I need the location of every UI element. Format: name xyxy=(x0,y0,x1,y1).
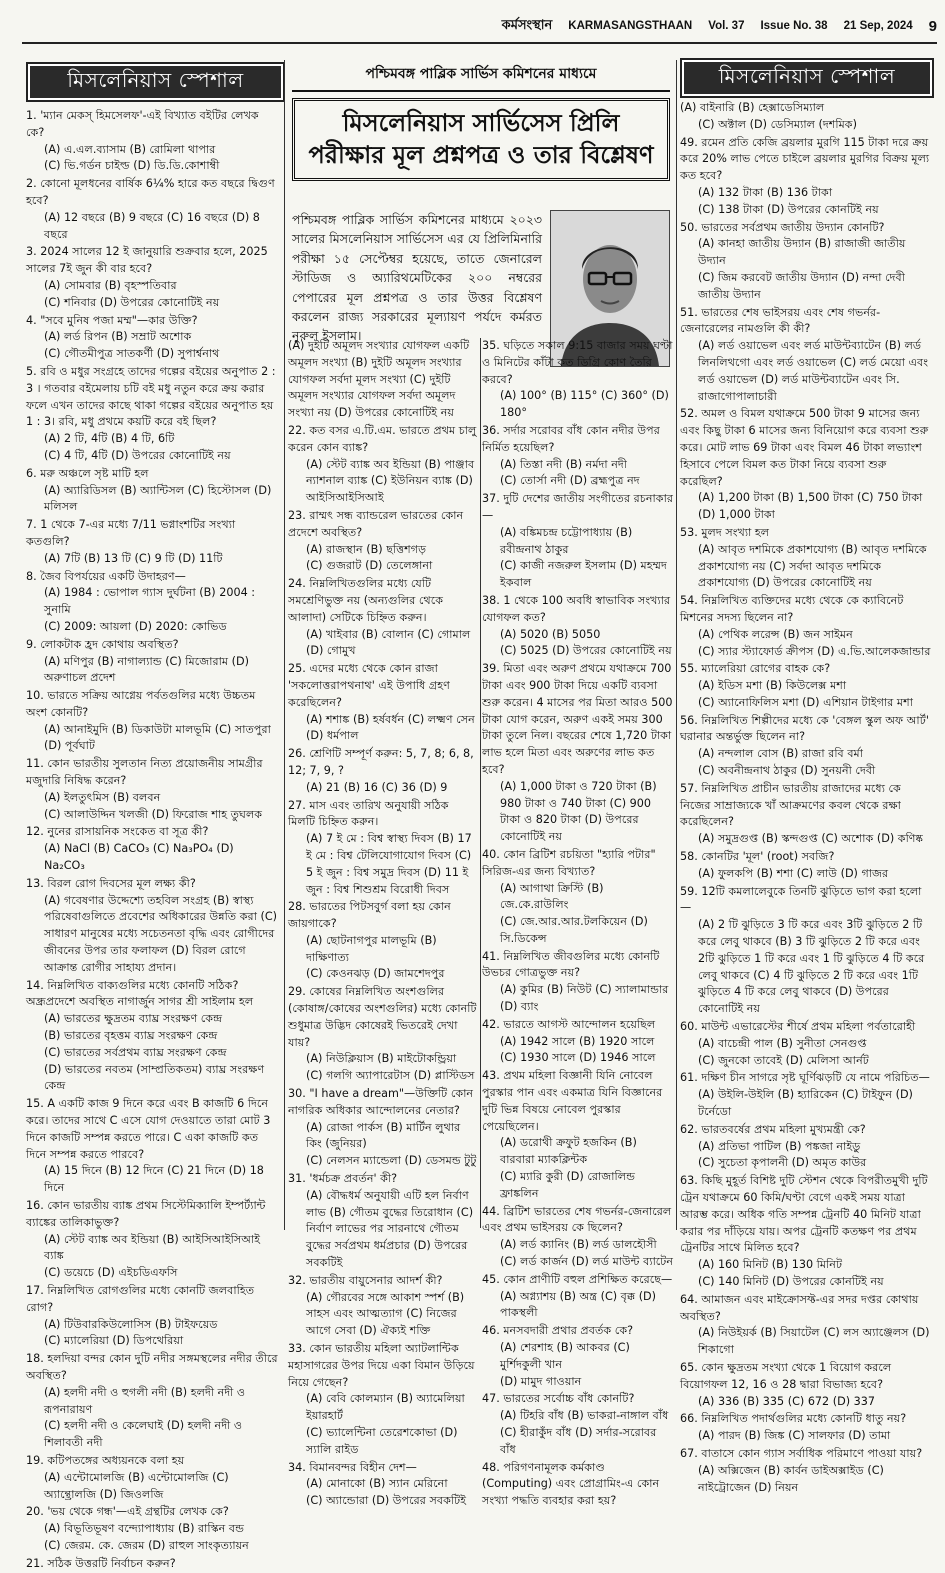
headline-kicker: পশ্চিমবঙ্গ পাব্লিক সার্ভিস কমিশনের মাধ্যমে xyxy=(292,62,670,92)
answer-options: (A) 21 (B) 16 (C) 36 (D) 9 xyxy=(306,780,448,794)
answer-options: (A) নিউইয়র্ক (B) সিয়াটেল (C) লস অ্যাঞ্জেলস (D) শিকাগো xyxy=(698,1326,930,1357)
question-text: 51. ভারতের শেষ ভাইসরয় এবং শেষ গভর্নর-জেনারেলের নামগুলি কী কী? xyxy=(680,305,881,336)
question-text: 62. ভারতবর্ষের প্রথম মহিলা মুখ্যমন্ত্রী কে? xyxy=(680,1122,866,1136)
question-item xyxy=(26,569,278,636)
page-number: 9 xyxy=(928,17,937,35)
answer-options: (A) 5020 (B) 5050 xyxy=(500,627,601,641)
question-item xyxy=(680,1070,932,1120)
question-item xyxy=(26,244,278,311)
question-item xyxy=(26,978,278,1096)
answer-options: (A) শেরশাহ (B) আকবর (C) মুর্শিদকুলী খান xyxy=(500,1341,630,1371)
column-1 xyxy=(26,108,278,1570)
answer-options: (A) 1984 : ভোপাল গ্যাস দুর্ঘটনা (B) 2004 : সুনামি xyxy=(44,586,256,617)
question-text: 64. আমাজন এবং মাইক্রোসফ্ট-এর সদর দপ্তর কোথায় অবস্থিত? xyxy=(680,1292,919,1323)
answer-options: (A) উইলি-উইলি (B) হ্যারিকেন (C) টাইফুন (D) টর্নেডো xyxy=(698,1088,913,1119)
header-rule xyxy=(22,42,937,44)
question-item xyxy=(26,1283,278,1350)
question-text: 21. সঠিক উত্তরটি নির্বাচন করুন? xyxy=(26,1556,176,1570)
question-text: 63. কিছি মুহূর্ত বিশিষ্ট দুটি স্টেশন থেকে বিপরীতমুখী দুটি ট্রেন যথাক্রমে 60 কিমি/ঘণ্টা বেগে একই সময় যাত্রা আরম্ভ করে। অধিক গতি সম্পন্ন ট্রেনটি 40 মিনিট যাত্রা করার পর দাঁড়িয়ে যায়। অপর ট্রেনটি কতক্ষণ পর প্রথম ট্রেনটির সাথে মিলিত হবে? xyxy=(680,1174,928,1255)
answer-options: (C) হীরাকুঁদ বাঁধ (D) সর্দার-সরোবর বাঁধ xyxy=(500,1426,657,1456)
question-text: 25. এদের মধ্যে থেকে কোন রাজা 'সকলোত্তরাপথনাথ' এই উপাধি গ্রহণ করেছিলেন? xyxy=(288,662,450,709)
question-text: 5. রবি ও মধুর সংগ্রহে তাদের গল্পের বইয়ের অনুপাত 2 : 3 । গতবার বইমেলায় চটি বই মধু নতুন করে ক্রয় করার ফলে এখন তাদের কাছে থাকা গল্পের বইয়ের অনুপাত হয় 1 : 3। রবি, মধু প্রথমে কয়টি করে বই ছিল? xyxy=(26,364,276,429)
answer-options: (A) 7 ই মে : বিশ্ব স্বাস্থ্য দিবস (B) 17 ই মে : বিশ্ব টেলিযোগাযোগ দিবস (C) 5 ই জুন : বিশ্ব সমুদ্র দিবস (D) 11 ই জুন : বিশ্ব শিশুশ্রম বিরোধী দিবস xyxy=(306,832,472,896)
question-item xyxy=(680,406,932,524)
answer-options: (A) টিহরি বাঁধ (B) ভাকরা-নাঙ্গাল বাঁধ xyxy=(500,1409,669,1423)
question-item xyxy=(26,1351,278,1452)
answer-options: (A) লর্ড ক্যানিং (B) লর্ড ডালহৌসী xyxy=(500,1238,657,1252)
question-text: 16. কোন ভারতীয় ব্যাঙ্ক প্রথম সিস্টেমিক্যালি ইম্পর্ট্যান্ট ব্যাঙ্কের তালিকাভুক্ত? xyxy=(26,1199,266,1229)
publication-name-english: KARMASANGSTHAAN xyxy=(568,20,693,32)
answer-options: (A) অক্সিজেন (B) কার্বন ডাইঅক্সাইড (C) নাইট্রোজেন (D) নিয়ন xyxy=(698,1463,884,1494)
answer-options: (A) 2 টি ঝুড়িতে 3 টি করে এবং 3টি ঝুড়িতে 2 টি করে লেবু থাকবে (B) 3 টি ঝুড়িতে 2 টি করে এবং 2টি ঝুড়িতে 1 টি করে এবং 1 টি ঝুড়িতে 4 টি করে লেবু থাকবে (C) 4 টি ঝুড়িতে 2 টি করে এবং 1টি ঝুড়িতে 4 টি করে লেবু থাকবে (D) উপরের কোনোটিই নয় xyxy=(698,918,925,1016)
question-item xyxy=(680,1173,932,1291)
answer-options: (C) গলগি অ্যাপারেটাস (D) প্লাস্টিডস xyxy=(306,1069,475,1083)
question-text: 56. নিম্নলিখিত শিল্পীদের মধ্যে কে 'বেঙ্গল স্কুল অফ আর্ট' ঘরানার অন্তর্ভুক্ত ছিলেন না? xyxy=(680,713,929,744)
intro-paragraph: পশ্চিমবঙ্গ পাব্লিক সার্ভিস কমিশনের মাধ্যমে ২০২৩ সালের মিসলেনিয়াস সার্ভিসেস এর যে প্রিলিমিনারি পরীক্ষা ১৫ সেপ্টেম্বর হয়েছে, তাতে জেনারেল স্টাডিজ ও অ্যারিথমেটিকের ২০০ নম্বরের পেপারের মূল প্রশ্নপত্র ও তার উত্তর বিশ্লেষণ করলেন রাজ্য সরকারের মূল্যায়ণ পর্যদে কর্মরত নুরুল ইসলাম। xyxy=(292,212,542,344)
volume-label: Vol. 37 xyxy=(708,20,745,32)
question-item xyxy=(26,176,278,243)
answer-options: (C) ভ্যালেন্টিনা তেরেশকোভা (D) স্যালি রাইড xyxy=(306,1426,458,1456)
question-text: 50. ভারতের সর্বপ্রথম জাতীয় উদ্যান কোনটি? xyxy=(680,220,885,234)
answer-options: (A) আগাথা ক্রিস্টি (B) জে.কে.রাউলিং xyxy=(500,881,604,912)
question-item xyxy=(288,1341,478,1459)
question-text: 44. ব্রিটিশ ভারতের শেষ গভর্নর-জেনারেল এবং প্রথম ভাইসরয় কে ছিলেন? xyxy=(482,1204,672,1235)
answer-options: (C) লর্ড কার্জন (D) লর্ড মাউন্ট ব্যাটেন xyxy=(500,1255,674,1269)
question-text: 65. কোন ক্ষুদ্রতম সংখ্যা থেকে 1 বিয়োগ করলে বিয়োগফল 12, 16 ও 28 দ্বারা বিভাজ্য হবে? xyxy=(680,1360,892,1391)
answer-options: (A) 160 মিনিট (B) 130 মিনিট xyxy=(698,1258,843,1272)
answer-options: (C) 2009: আয়লা (D) 2020: কোভিড xyxy=(44,619,227,633)
column-divider xyxy=(284,60,285,1230)
answer-options: (A) এন্টোমোলজি (B) এন্টোমোলজি (C) অ্যান্থ্রোলজি (D) জিওলজি xyxy=(44,1470,229,1501)
question-text: 33. কোন ভারতীয় মহিলা অ্যাটলান্টিক মহাসাগরের উপর দিয়ে একা বিমান উড়িয়ে নিয়ে গেছেন? xyxy=(288,1342,475,1389)
question-item xyxy=(26,688,278,755)
question-text: 42. ভারতে আগস্ট আন্দোলন হয়েছিল xyxy=(482,1017,656,1031)
answer-options: (A) ছোটনাগপুর মালভূমি (B) দাক্ষিণাত্য xyxy=(306,933,437,964)
question-item xyxy=(680,661,932,711)
answer-options: (A) আনাইমুদি (B) ডিকাউটা মালভূমি (C) সাতপুরা (D) পূর্বঘাট xyxy=(44,722,271,753)
answer-options: (A) টিউবারকিউলোসিস (B) টাইফয়েড xyxy=(44,1317,218,1331)
answer-options: (A) সোমবার (B) বৃহস্পতিবার xyxy=(44,278,177,292)
answer-options: (A) লর্ড ওয়াভেল এবং লর্ড মাউন্টব্যাটেন (B) লর্ড লিনলিথগো এবং লর্ড ওয়াভেল (C) লর্ড মেয়ো এবং লর্ড ওয়াভেল (D) লর্ড মাউন্টব্যাটেন এবং সি. রাজাগোপালাচারী xyxy=(698,339,929,403)
answer-options: (A) বেবি কোলম্যান (B) অ্যামেলিয়া ইয়ারহার্ট xyxy=(306,1392,465,1423)
answer-options: (C) নেলসন ম্যান্ডেলা (D) ডেসমন্ড টুটু xyxy=(306,1154,477,1168)
question-item xyxy=(680,1122,932,1172)
question-item xyxy=(680,849,932,883)
issue-date: 21 Sep, 2024 xyxy=(843,20,913,32)
answer-options: (C) গুজরাট (D) তেলেঙ্গানা xyxy=(306,559,433,573)
question-text: (A) বাইনারি (B) হেক্সাডেসিম্যাল xyxy=(680,101,825,114)
question-text: 2. কোনো মূলধনের বার্ষিক 6¼% হারে কত বছরে দ্বিগুণ হবে? xyxy=(26,177,275,207)
answer-options: (D) ভারতের নবতম (সাম্প্রতিকতম) ব্যাঘ্র সংরক্ষণ কেন্দ্র xyxy=(44,1062,265,1093)
answer-options: (A) গৌরবের সঙ্গে আকাশ স্পর্শ (B) সাহস এবং আত্মত্যাগ (C) নিজের আগে সেবা (D) ঐক্যই শক্তি xyxy=(306,1290,465,1338)
question-item xyxy=(680,593,932,660)
question-text: 22. কত বসর এ.টি.এম. ভারতে প্রথম চালু করেন কোন ব্যাঙ্ক? xyxy=(288,423,477,454)
issue-label: Issue No. 38 xyxy=(760,20,828,32)
question-item xyxy=(288,746,478,796)
question-item xyxy=(680,1292,932,1359)
question-item xyxy=(26,1096,278,1197)
answer-options: (C) 138 টাকা (D) উপরের কোনটিই নয় xyxy=(698,202,879,216)
question-item xyxy=(26,313,278,363)
answer-options: (C) কাজী নজরুল ইসলাম (D) মহম্মদ ইকবাল xyxy=(500,559,667,590)
question-text: 40. কোন ব্রিটিশ রচয়িতা "হ্যারি পটার" সিরিজ-এর জন্য বিখ্যাত? xyxy=(482,847,656,878)
answer-options: (A) তিস্তা নদী (B) নর্মদা নদী xyxy=(500,457,627,471)
answer-options: (A) নন্দলাল বোস (B) রাজা রবি বর্মা xyxy=(698,747,864,761)
answer-options: (C) ভি.গর্ডন চাইল্ড (D) ডি.ডি.কোশাম্বী xyxy=(44,159,220,173)
question-item xyxy=(482,1068,674,1202)
question-item xyxy=(680,305,932,406)
answer-options: (A) 12 বছরে (B) 9 বছরে (C) 16 বছরে (D) 8 বছরে xyxy=(44,210,260,241)
question-text: 38. 1 থেকে 100 অবধি স্বাভাবিক সংখ্যার যোগফল কত? xyxy=(482,593,671,624)
answer-options: (A) 15 দিনে (B) 12 দিনে (C) 21 দিনে (D) 18 দিনে xyxy=(44,1164,264,1195)
question-item xyxy=(288,1273,478,1340)
question-text: 9. লোকটাক হ্রদ কোথায় অবস্থিত? xyxy=(26,637,179,651)
question-item xyxy=(288,984,478,1085)
answer-options: (C) তোর্সা নদী (D) ব্রহ্মপুত্র নদ xyxy=(500,474,640,488)
answer-options: (A) প্রতিভা পাটিল (B) পঙ্কজা নাইডু xyxy=(698,1139,861,1153)
question-item xyxy=(482,661,674,846)
section-banner-left: মিসলেনিয়াস স্পেশাল xyxy=(26,62,285,102)
answer-options: (A) NaCl (B) CaCO₃ (C) Na₃PO₄ (D) Na₂CO₃ xyxy=(44,842,234,873)
question-item xyxy=(680,781,932,848)
answer-options: (A) পেথিক লরেন্স (B) জন সাইমন xyxy=(698,627,853,641)
section-banner-right: মিসলেনিয়াস স্পেশাল xyxy=(680,58,934,98)
answer-options: (A) অ্যারিডিসল (B) অ্যান্টিসল (C) হিস্টোসল (D) মলিসল xyxy=(44,483,272,514)
question-item xyxy=(288,661,478,745)
answer-options: (A) ইলতুৎমিস (B) বলবন xyxy=(44,790,161,804)
question-text: 15. A একটি কাজ 9 দিনে করে এবং B কাজটি 6 দিনে করে। তাদের সাথে C এসে যোগ দেওয়াতে তারা মোট 3 দিনে কাজটি সম্পন্ন করতে পারে। C একা কাজটি কত দিনে সম্পন্ন করতে পারবে? xyxy=(26,1097,271,1161)
answer-options: (C) অ্যানোফিলিস মশা (D) এশিয়ান টাইগার মশা xyxy=(698,695,914,709)
question-text: 11. কোন ভারতীয় সুলতান নিত্য প্রয়োজনীয় সামগ্রীর মজুদারি নিষিদ্ধ করেন? xyxy=(26,757,263,788)
question-text: 31. 'ধর্মচক্র প্রবর্তন' কী? xyxy=(288,1172,398,1186)
question-text: 43. প্রথম মহিলা বিজ্ঞানী যিনি নোবেল পুরস্কার পান এবং একমাত্র যিনি বিজ্ঞানের দুটি ভিন্ন বিষয়ে নোবেল পুরস্কার পেয়েছিলেন। xyxy=(482,1069,663,1133)
question-item xyxy=(680,1360,932,1410)
answer-options: (A) 7টি (B) 13 টি (C) 9 টি (D) 11টি xyxy=(44,551,223,565)
question-item xyxy=(26,1556,278,1573)
answer-options: (A) ফুলকপি (B) শশা (C) লাউ (D) গাজর xyxy=(698,866,889,880)
question-item xyxy=(680,884,932,1018)
question-item xyxy=(26,1453,278,1503)
question-item xyxy=(680,1446,932,1496)
question-item xyxy=(680,713,932,780)
answer-options: (A) আবৃত দশমিকে প্রকাশযোগ্য (B) আবৃত দশমিকে প্রকাশযোগ্য নয় (C) সর্বদা আবৃত দশমিকে প্রকাশযোগ্য (D) উপরের কোনোটিই নয় xyxy=(698,542,927,590)
question-text: 37. দুটি দেশের জাতীয় সংগীতের রচনাকার— xyxy=(482,492,673,522)
question-text: 10. ভারতে সক্রিয় আগ্নেয় পর্বতগুলির মধ্যে উচ্চতম অংশ কোনটি? xyxy=(26,689,256,719)
answer-options: (A) নিউক্লিয়াস (B) মাইটোকন্ড্রিয়া xyxy=(306,1052,457,1066)
question-item xyxy=(482,593,674,660)
question-text: (A) দুইটি অমূলদ সংখ্যার যোগফল একটি অমূলদ সংখ্যা (B) দুইটি অমূলদ সংখ্যার যোগফল সর্বদা মূলদ সংখ্যা (C) দুইটি অমূলদ সংখ্যার যোগফল সর্বদা অমূলদ সংখ্যা নয় (D) উপরের কোনোটিই নয় xyxy=(288,339,470,420)
question-item xyxy=(680,135,932,219)
question-text: 32. ভারতীয় বায়ুসেনার আদর্শ কী? xyxy=(288,1273,443,1287)
question-text: 23. রাম্মৎ সন্ধ ব্যান্ডরেল ভারতের কোন প্রদেশে অবস্থিত? xyxy=(288,508,464,539)
question-text: 49. রমেন প্রতি কেজি ব্রয়লার মুরগি 115 টাকা দরে ক্রয় করে 20% লাভ পেতে চাইলে ব্রয়লার মুরগির বিক্রয় মূল্য কত হবে? xyxy=(680,135,930,183)
answer-options: (A) 336 (B) 335 (C) 672 (D) 337 xyxy=(698,1394,875,1408)
question-text: 17. নিম্নলিখিত রোগগুলির মধ্যে কোনটি জলবাহিত রোগ? xyxy=(26,1283,255,1314)
question-item xyxy=(680,220,932,304)
answer-options: (A) খাইবার (B) বোলান (C) গোমাল (D) গোমুখ xyxy=(306,627,471,658)
answer-options: (A) মোনাকো (B) স্যান মেরিনো xyxy=(306,1477,448,1491)
question-text: 52. অমল ও বিমল যথাক্রমে 500 টাকা 9 মাসের জন্য এবং কিছু টাকা 6 মাসের জন্য বিনিয়োগ করে ব্যবসা শুরু করে। মোট লাভ 69 টাকা এবং বিমল 46 টাকা লভ্যাংশ হিসাবে পেলে বিমল কত টাকা নিয়ে ব্যবসা শুরু করেছিল? xyxy=(680,407,929,488)
answer-options: (C) গৌতমীপুত্র সাতকর্ণী (D) সুপার্শ্বনাথ xyxy=(44,347,220,361)
answer-options: (A) স্টেট ব্যাঙ্ক অব ইন্ডিয়া (B) আইসিআইসিআই ব্যাঙ্ক xyxy=(44,1232,261,1263)
question-item xyxy=(680,525,932,592)
question-text: 24. নিম্নলিখিতগুলির মধ্যে যেটি সমশ্রেণিভুক্ত নয় (অন্যগুলির থেকে আলাদা) সেটিকে চিহ্নিত করুন। xyxy=(288,577,444,624)
question-text: 7. 1 থেকে 7-এর মধ্যে 7/11 ভগ্নাংশটির সংখ্যা কতগুলি? xyxy=(26,518,236,548)
question-item xyxy=(288,1086,478,1170)
question-text: 29. কোষের নিম্নলিখিত অংশগুলির (কোষাঙ্গ/কোষের অংশগুলির) মধ্যে কোনটি শুধুমাত্র উদ্ভিদ কোষেরই ভিতরেই দেখা যায়? xyxy=(288,985,477,1049)
question-text: 53. মুলদ সংখ্যা হল xyxy=(680,525,770,539)
answer-options: (A) কানহা জাতীয় উদ্যান (B) রাজাজী জাতীয় উদ্যান xyxy=(698,237,906,268)
question-text: 54. নিম্নলিখিত ব্যক্তিদের মধ্যে থেকে কে ক্যাবিনেট মিশনের সদস্য ছিলেন না? xyxy=(680,594,904,624)
answer-options: (C) স্যার স্ট্যাফোর্ড ক্রীপস (D) এ.ভি.আলেকজান্ডার xyxy=(698,644,931,658)
column-divider xyxy=(676,60,677,1230)
question-item xyxy=(482,1204,674,1271)
answer-options: (A) গবেষণার উদ্দেশ্যে তহবিল সংগ্রহ (B) স্বাস্থ্য পরিষেবাগুলিতে প্রবেশের অধিকারের উন্নতি করা (C) সাধারণ মানুষের মধ্যে সচেতনতা বৃদ্ধি এবং রোগীদের জীবনের উপর তার ফলাফল (D) বিরল রোগে আক্রান্ত রোগীর সাহায্য প্রদান। xyxy=(44,893,278,974)
headline-line-1: মিসলেনিয়াস সার্ভিসেস প্রিলি xyxy=(342,109,620,137)
answer-options: (B) ভারতের বৃহত্তম ব্যাঘ্র সংরক্ষণ কেন্দ্র xyxy=(44,1029,218,1043)
answer-options: (A) ভারতের ক্ষুদ্রতম ব্যাঘ্র সংরক্ষণ কেন্দ্র xyxy=(44,1012,223,1026)
question-text: 36. সর্দার সরোবর বাঁধ কোন নদীর উপর নির্মিত হয়েছিল? xyxy=(482,423,660,454)
question-item xyxy=(26,824,278,874)
question-item xyxy=(482,949,674,1016)
answer-options: (A) কুমির (B) নিউট (C) স্যালামান্ডার (D) ব্যাং xyxy=(500,983,669,1014)
answer-options: (A) বিভূতিভূষণ বন্দ্যোপাধ্যায় (B) রাস্কিন বন্ড xyxy=(44,1522,245,1536)
question-text: 12. নুনের রাসায়নিক সংকেত বা সূত্র কী? xyxy=(26,825,209,839)
question-item xyxy=(288,576,478,660)
answer-options: (C) অ্যান্ডোরা (D) উপরের সবকটিই xyxy=(306,1494,467,1508)
answer-options: (A) অগ্ন্যাশয় (B) অন্ত্র (C) বৃক্ক (D) পাকস্থলী xyxy=(500,1289,657,1320)
question-item xyxy=(288,508,478,575)
question-text: 8. জৈব বিপর্যয়ের একটি উদাহরণ— xyxy=(26,569,186,583)
question-item xyxy=(680,100,932,134)
question-item xyxy=(288,338,478,422)
question-text: 67. বাতাসে কোন গ্যাস সর্বাধিক পরিমাণে পাওয়া যায়? xyxy=(680,1446,923,1460)
question-text: 19. কটিপতঙ্গের অধ্যয়নকে বলা হয় xyxy=(26,1453,185,1467)
answer-options: (A) 1,200 টাকা (B) 1,500 টাকা (C) 750 টাকা (D) 1,000 টাকা xyxy=(698,491,923,522)
question-item xyxy=(26,364,278,465)
question-text: 18. হলদিয়া বন্দর কোন দুটি নদীর সঙ্গমস্থলের নদীর তীরে অবস্থিত? xyxy=(26,1352,278,1382)
answer-options: (A) মণিপুর (B) নাগাল্যান্ড (C) মিজোরাম (D) অরুণাচল প্রদেশ xyxy=(44,654,249,685)
question-text: 30. "I have a dream"—উক্তিটি কোন নাগরিক অধিকার আন্দোলনের নেতার? xyxy=(288,1087,474,1117)
question-item xyxy=(26,1198,278,1282)
question-text: 6. মরু অঞ্চলে সৃষ্ট মাটি হল xyxy=(26,466,149,480)
answer-options: (C) অবনীন্দ্রনাথ ঠাকুর (D) সুনয়নী দেবী xyxy=(698,764,876,778)
question-text: 27. মাস এবং তারিখ অনুযায়ী সঠিক মিলটি চিহ্নিত করুন। xyxy=(288,798,449,829)
answer-options: (A) শশাঙ্ক (B) হর্ষবর্ধন (C) লক্ষ্মণ সেন (D) ধর্মপাল xyxy=(306,712,475,743)
headline-title xyxy=(292,98,670,181)
question-item xyxy=(288,1171,478,1272)
question-text: 28. ভারতের পিটসবুর্গ বলা হয় কোন জায়গাকে? xyxy=(288,900,451,931)
answer-options: (A) বঙ্কিমচন্দ্র চট্টোপাধ্যায় (B) রবীন্দ্রনাথ ঠাকুর xyxy=(500,525,633,556)
question-text: 61. দক্ষিণ চীন সাগরে সৃষ্ট ঘূর্ণিঝড়টি যে নামে পরিচিত— xyxy=(680,1071,930,1085)
answer-options: (C) ডয়েচে (D) এইচডিএফসি xyxy=(44,1266,178,1280)
answer-options: (C) জেরম. কে. জেরম (D) রাহুল সাংকৃত্যায়ন xyxy=(44,1538,249,1552)
question-item xyxy=(288,798,478,899)
page-header xyxy=(501,14,937,38)
answer-options: (C) জুনকো তাবেই (D) মেলিসা আর্নট xyxy=(698,1053,869,1067)
column-3 xyxy=(482,338,674,1508)
question-item xyxy=(26,108,278,175)
answer-options: (C) 5025 (D) উপরের কোনোটিই নয় xyxy=(500,644,672,658)
question-item xyxy=(482,1460,674,1510)
question-text: 55. ম্যালেরিয়া রোগের বাহক কে? xyxy=(680,662,831,676)
question-text: 48. পরিগণনামূলক কর্মকাণ্ড (Computing) এবং প্রোগ্রামিং-এ কোন সংখ্যা পদ্ধতি ব্যবহার করা হয়? xyxy=(482,1460,660,1508)
answer-options: (C) 1930 সালে (D) 1946 সালে xyxy=(500,1051,656,1065)
answer-options: (A) বাচেন্দ্রী পাল (B) সুনীতা সেনগুপ্ত xyxy=(698,1036,867,1050)
question-item xyxy=(482,491,674,592)
question-text: 1. 'ম্যান মেকস্ হিমসেলফ'-এই বিখ্যাত বইটির লেখক কে? xyxy=(26,109,259,139)
answer-options: (C) শনিবার (D) উপরের কোনোটিই নয় xyxy=(44,295,220,309)
question-text: 59. 12টি কমলালেবুকে তিনটি ঝুড়িতে ভাগ করা হলো— xyxy=(680,884,922,915)
question-text: 14. নিম্নলিখিত বাক্যগুলির মধ্যে কোনটি সঠিক? অন্ধ্রপ্রদেশে অবস্থিত নাগার্জুন সাগর শ্রী সাইলাম হল xyxy=(26,978,254,1009)
answer-options: (C) ম্যারি কুরী (D) রোজালিন্ড ফ্রাঙ্কলিন xyxy=(500,1170,636,1200)
question-item xyxy=(26,876,278,977)
question-text: 3. 2024 সালের 12 ই জানুয়ারি শুক্রবার হলে, 2025 সালের 7ই জুন কী বার হবে? xyxy=(26,245,268,276)
answer-options: (C) হলদী নদী ও কেলেঘাই (D) হলদী নদী ও শিলাবতী নদী xyxy=(44,1419,243,1450)
answer-options: (A) সমুদ্রগুপ্ত (B) স্কন্দগুপ্ত (C) অশোক (D) কণিষ্ক xyxy=(698,832,924,846)
answer-options: (A) স্টেট ব্যাঙ্ক অব ইন্ডিয়া (B) পাঞ্জাব ন্যাশনাল ব্যাঙ্ক (C) ইউনিয়ন ব্যাঙ্ক (D) আইসিআইসিআই xyxy=(306,457,475,505)
question-text: 66. নিম্নলিখিত পদার্থগুলির মধ্যে কোনটি ধাতু নয়? xyxy=(680,1412,907,1426)
answer-options: (A) 100° (B) 115° (C) 360° (D) 180° xyxy=(500,389,669,420)
answer-options: (C) 4 টি, 4টি (D) উপরের কোনোটিই নয় xyxy=(44,448,231,462)
question-item xyxy=(482,847,674,948)
question-item xyxy=(26,1504,278,1554)
answer-options: (A) ডরোথী ক্রফুট হজকিন (B) বারবারা ম্যাকক্লিন্টক xyxy=(500,1136,637,1167)
answer-options: (C) অক্টাল (D) ডেসিম্যাল (দশমিক) xyxy=(698,117,857,131)
answer-options: (C) সুচেতা কৃপালনী (D) অমৃত কাউর xyxy=(698,1156,867,1170)
answer-options: (A) হলদী নদী ও হুগলী নদী (B) হলদী নদী ও রূপনারায়ণ xyxy=(44,1385,246,1416)
question-item xyxy=(288,423,478,507)
question-item xyxy=(482,423,674,490)
answer-options: (A) 132 টাকা (B) 136 টাকা xyxy=(698,185,833,199)
answer-options: (A) 1942 সালে (B) 1920 সালে xyxy=(500,1034,655,1048)
answer-options: (C) 140 মিনিট (D) উপরের কোনটিই নয় xyxy=(698,1274,884,1288)
question-item xyxy=(680,1019,932,1069)
question-text: 41. নিম্নলিখিত জীবগুলির মধ্যে কোনটি উভচর গোত্রভুক্ত নয়? xyxy=(482,949,660,980)
answer-options: (A) 1,000 টাকা ও 720 টাকা (B) 980 টাকা ও 740 টাকা (C) 900 টাকা ও 820 টাকা (D) উপরের কোনোটিই নয় xyxy=(500,779,657,844)
question-item xyxy=(26,756,278,823)
answer-options: (C) ভারতের সর্বপ্রথম ব্যাঘ্র সংরক্ষণ কেন্দ্র xyxy=(44,1045,227,1059)
question-text: 60. মাউন্ট এভারেস্টের শীর্ষে প্রথম মহিলা পর্বতারোহী xyxy=(680,1020,916,1034)
question-item xyxy=(26,637,278,687)
question-item xyxy=(288,899,478,983)
question-text: 57. নিম্নলিখিত প্রাচীন ভারতীয় রাজাদের মধ্যে কে নিজের সাম্রাজ্যকে খাঁ আক্রমণের কবল থেকে রক্ষা করেছিলেন? xyxy=(680,781,901,829)
answer-options: (A) বৌদ্ধধর্ম অনুযায়ী এটি হল নির্বাণ লাভ (B) গৌতম বুদ্ধের তিরোধান (C) নির্বাণ লাভের পর সারনাথে গৌতম বুদ্ধের সর্বপ্রথম ধর্মপ্রচার (D) উপরের সবকটিই xyxy=(306,1188,474,1270)
question-text: 47. ভারতের সর্বোচ্চ বাঁধ কোনটি? xyxy=(482,1392,635,1406)
question-item xyxy=(482,1391,674,1458)
question-item xyxy=(482,338,674,422)
question-text: 58. কোনটির 'মূল' (root) সবজি? xyxy=(680,850,835,864)
column-4 xyxy=(680,100,932,1494)
question-text: 46. মনসবদারী প্রথার প্রবর্তক কে? xyxy=(482,1324,634,1338)
question-text: 35. ঘড়িতে সকাল 9:15 বাজার সময় ঘণ্টা ও মিনিটের কাঁটা কত ডিগ্রি কোণ তৈরি করবে? xyxy=(482,339,673,386)
question-item xyxy=(288,1460,478,1510)
question-text: 26. শ্রেণিটি সম্পূর্ণ করুন: 5, 7, 8; 6, 8, 12; 7, 9, ? xyxy=(288,747,474,777)
answer-options: (C) ম্যালেরিয়া (D) ডিপথেরিয়া xyxy=(44,1334,184,1348)
answer-options: (C) জে.আর.আর.টলকিয়েন (D) সি.ডিকেন্স xyxy=(500,915,648,945)
question-text: 39. মিতা এবং অরুণ প্রথমে যথাক্রমে 700 টাকা এবং 900 টাকা দিয়ে একটি ব্যবসা শুরু করেন। 4 মাসের পর মিতা আরও 500 টাকা যোগ করেন, অরুণ একই সময় 300 টাকা তুলে নিল। বছরের শেষে 1,720 টাকা লাভ হলে মিতা এবং অরুণের লাভ কত হবে? xyxy=(482,662,673,776)
question-text: 13. বিরল রোগ দিবসের মূল লক্ষ্য কী? xyxy=(26,876,196,890)
column-divider xyxy=(480,338,481,1228)
answer-options: (A) 2 টি, 4টি (B) 4 টি, 6টি xyxy=(44,432,175,446)
answer-options: (A) এ.এল.ব্যাসাম (B) রোমিলা থাপার xyxy=(44,142,216,156)
question-item xyxy=(482,1272,674,1322)
question-text: 4. "সবে মুনিষ পজা মম্ম"—কার উক্তি? xyxy=(26,313,198,327)
answer-options: (A) রোজা পার্কস (B) মার্টিন লুথার কিং (জুনিয়র) xyxy=(306,1120,461,1151)
question-item xyxy=(26,517,278,567)
answer-options: (D) মামুদ গাওয়ান xyxy=(500,1374,582,1388)
question-item xyxy=(26,466,278,516)
answer-options: (A) ইডিস মশা (B) কিউলেক্স মশা xyxy=(698,679,847,693)
question-text: 20. 'ভয় থেকে গন্ধ'—এই গ্রন্থটির লেখক কে? xyxy=(26,1505,229,1519)
publication-name-bengali: কর্মসংস্থান xyxy=(501,16,553,32)
column-2 xyxy=(288,338,478,1508)
answer-options: (A) লর্ড রিপন (B) সম্রাট অশোক xyxy=(44,330,192,344)
headline-line-2: পরীক্ষার মূল প্রশ্নপত্র ও তার বিশ্লেষণ xyxy=(308,141,654,170)
question-text: 34. বিমানবন্দর বিহীন দেশ— xyxy=(288,1460,417,1474)
answer-options: (C) কেওনঝড় (D) জামশেদপুর xyxy=(306,967,445,981)
answer-options: (C) আলাউদ্দিন খলজী (D) ফিরোজ শাহ তুঘলক xyxy=(44,807,263,821)
question-item xyxy=(680,1411,932,1445)
answer-options: (A) পারদ (B) জিঙ্ক (C) সালফার (D) তামা xyxy=(698,1429,891,1443)
answer-options: (C) জিম করবেট জাতীয় উদ্যান (D) নন্দা দেবী জাতীয় উদ্যান xyxy=(698,270,905,301)
question-item xyxy=(482,1017,674,1067)
question-item xyxy=(482,1323,674,1390)
answer-options: (A) রাজস্থান (B) ছত্তিশগড় xyxy=(306,542,427,556)
question-text: 45. কোন প্রাণীটি বহুল প্রশিক্ষিত করেছে— xyxy=(482,1272,673,1286)
